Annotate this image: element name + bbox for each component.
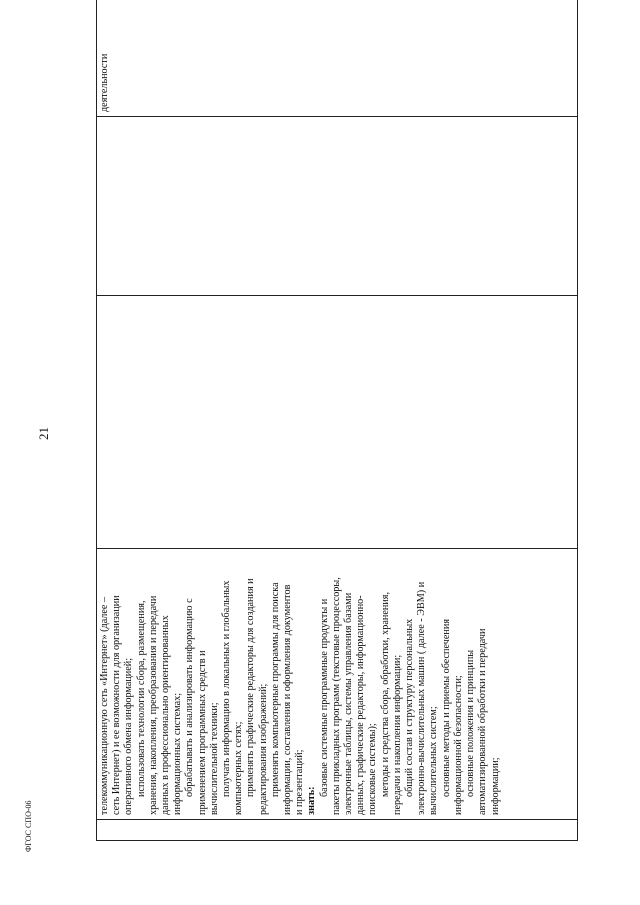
content-line: компьютерных сетях; — [233, 721, 245, 815]
content-line: информации, составления и оформления документов — [282, 584, 294, 815]
content-line: и презентаций; — [294, 749, 306, 815]
content-line: передачи и накопления информации; — [391, 654, 403, 815]
table-cell-empty — [97, 296, 578, 549]
page-number: 21 — [36, 427, 51, 440]
content-line: поисковые системы); — [367, 723, 379, 815]
content-line: применением программных средств и — [196, 650, 208, 815]
table-row — [97, 0, 578, 841]
table-cell-activity: деятельности — [97, 0, 578, 117]
content-line: вычислительных систем; — [428, 706, 440, 815]
content-line: данных в профессионально ориентированных — [160, 615, 172, 815]
content-line: общий состав и структуру персональных — [404, 618, 416, 797]
content-line-heading: знать: — [306, 786, 318, 815]
content-line: хранения, накопления, преобразования и передачи — [147, 595, 159, 815]
content-line: получать информацию в локальных и глобальных — [221, 580, 233, 797]
rotated-table-sheet — [96, 31, 578, 841]
content-line: электронные таблицы, системы управления базами — [343, 592, 355, 815]
content-line: применять графические редакторы для создания и — [245, 578, 257, 797]
content-line: основные методы и приемы обеспечения — [440, 618, 452, 797]
content-line: электронно-вычислительных машин ( далее - ЭВМ) и — [416, 581, 428, 815]
content-line: сеть Интернет) и ее возможности для организации — [111, 595, 123, 815]
table-cell-index — [97, 820, 578, 841]
content-line: применять компьютерные программы для поиска — [269, 582, 281, 797]
content-line: редактирования изображений; — [257, 683, 269, 815]
content-line: основные положения и принципы — [465, 649, 477, 797]
content-line: телекоммуникационную сеть «Интернет» (далее – — [99, 596, 110, 815]
content-line: данных, графические редакторы, информационно- — [355, 595, 367, 815]
content-line: оперативного обмена информацией; — [123, 657, 135, 815]
table-cell-empty — [97, 117, 578, 296]
rotated-table-frame — [96, 31, 578, 841]
content-line: вычислительной техники; — [208, 702, 220, 815]
table-cell-content — [97, 549, 578, 820]
content-line: обрабатывать и анализировать информацию с — [184, 598, 196, 797]
content-line: информационной безопасности; — [452, 675, 464, 815]
content-line: методы и средства сбора, обработки, хранения, — [379, 592, 391, 797]
standards-table — [96, 0, 578, 841]
content-line: автоматизированной обработки и передачи — [477, 628, 489, 815]
content-line: использовать технологии сбора, размещения, — [135, 600, 147, 797]
content-line: базовые системные программные продукты и — [318, 598, 330, 797]
footer-code: ФГОС СПО-06 — [24, 800, 33, 852]
content-line: информации; — [489, 757, 501, 815]
content-line: информационных системах; — [172, 692, 184, 815]
content-line: пакеты прикладных программ (текстовые процессоры, — [330, 577, 342, 815]
